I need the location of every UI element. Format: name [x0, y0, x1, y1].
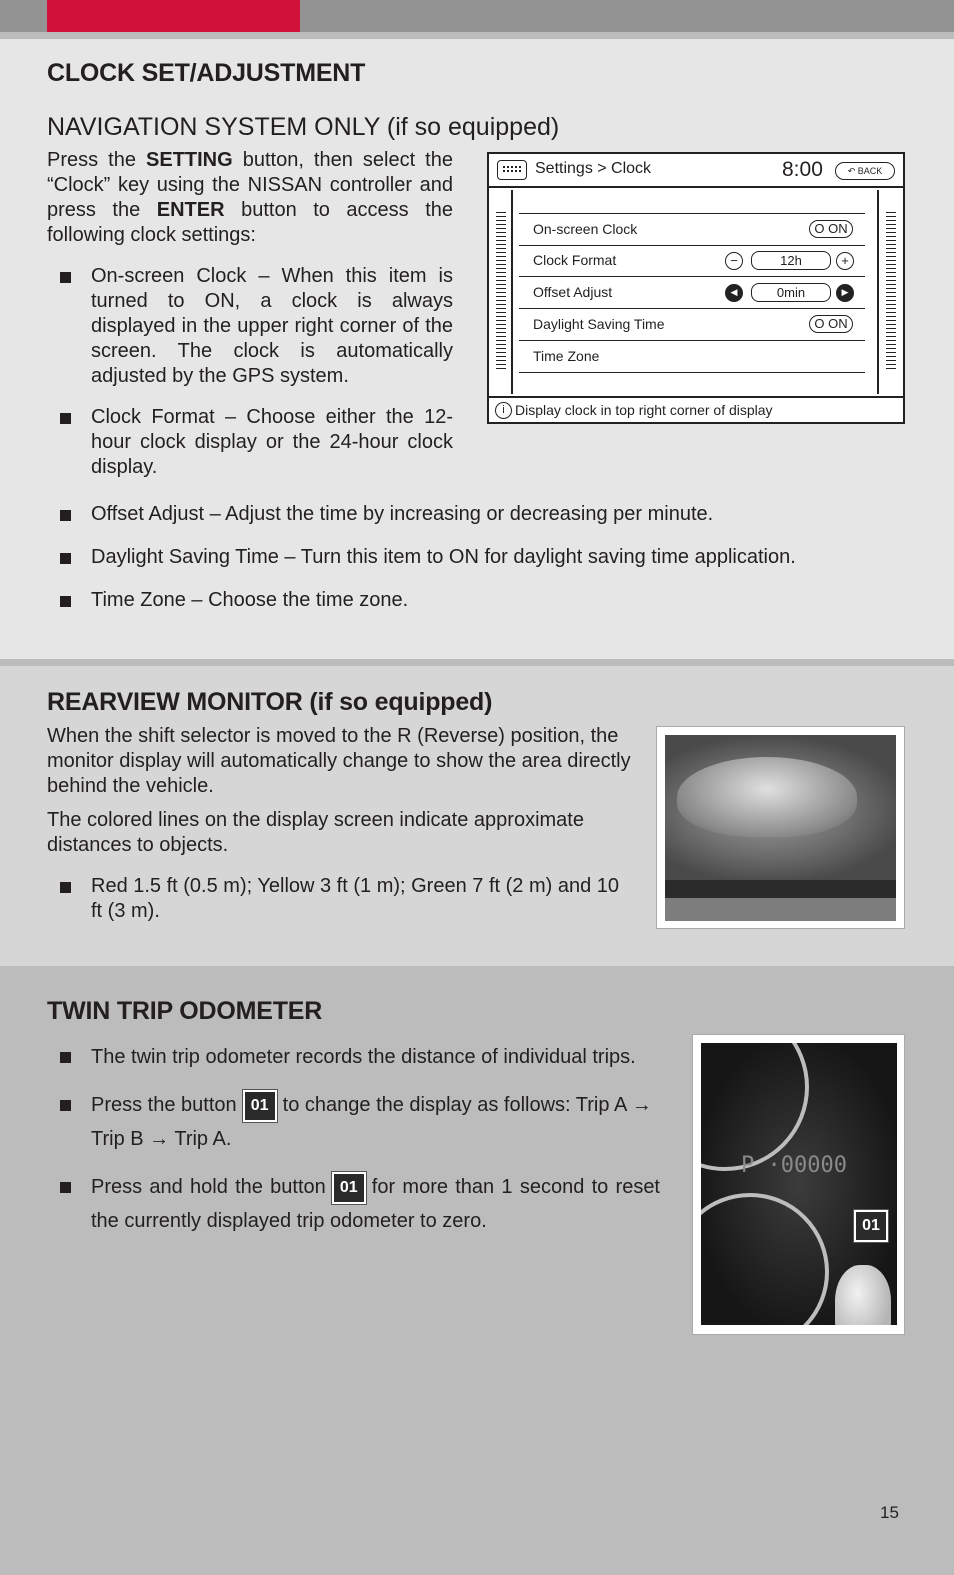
minus-icon[interactable]: −	[725, 252, 743, 270]
offset-value: 0min	[751, 283, 831, 302]
list-item: Daylight Saving Time – Turn this item to ON for daylight saving time application.	[60, 545, 920, 570]
section-tab-accent	[47, 0, 300, 32]
back-button[interactable]: ↶ BACK	[835, 162, 895, 180]
clock-settings-screen	[487, 152, 905, 424]
right-arc	[877, 190, 879, 394]
button-tag-01: 01	[332, 1172, 366, 1204]
odometer-photo	[692, 1034, 905, 1335]
clock-heading: CLOCK SET/ADJUSTMENT	[47, 59, 366, 87]
setting-row-time-zone[interactable]: Time Zone	[519, 341, 865, 373]
page-number: 15	[880, 1503, 899, 1522]
instrument-cluster-image	[701, 1043, 897, 1325]
list-item: Offset Adjust – Adjust the time by increasing or decreasing per minute.	[60, 502, 920, 527]
info-icon: i	[495, 402, 512, 419]
screen-header	[489, 154, 903, 188]
odometer-heading: TWIN TRIP ODOMETER	[47, 997, 323, 1025]
rearview-heading: REARVIEW MONITOR (if so equipped)	[47, 688, 493, 716]
list-item: Time Zone – Choose the time zone.	[60, 588, 920, 613]
rearview-para-2: The colored lines on the display screen indicate approximate distances to objects.	[47, 809, 584, 856]
screen-title: Settings > Clock	[535, 160, 652, 177]
rearview-para-1: When the shift selector is moved to the R (Reverse) position, the monitor display will automatically change to show the area directly behind the vehicle.	[47, 725, 631, 797]
footer-hint: Display clock in top right corner of display	[515, 402, 773, 418]
rearview-bullets	[60, 874, 630, 924]
setting-row-clock-format[interactable]: Clock Format − 12h +	[519, 245, 865, 277]
daylight-saving-toggle[interactable]: O ON	[809, 315, 853, 333]
rearview-photo	[656, 726, 905, 929]
left-arc	[511, 190, 513, 394]
vehicle-image	[677, 757, 857, 837]
setting-row-onscreen-clock[interactable]: On-screen Clock O ON	[519, 213, 865, 246]
clock-bullets-top	[60, 264, 453, 480]
odometer-display: P ·00000	[741, 1153, 847, 1178]
left-arrow-icon[interactable]: ◀	[725, 284, 743, 302]
clock-bullets-bottom	[60, 502, 920, 613]
list-item: Clock Format – Choose either the 12-hour clock display or the 24-hour clock display.	[60, 405, 453, 480]
odometer-section	[0, 973, 954, 1575]
button-tag-01: 01	[243, 1090, 277, 1122]
speedometer-dial	[701, 1043, 809, 1171]
screen-footer	[489, 396, 903, 424]
tachometer-dial	[701, 1193, 829, 1325]
list-item: Red 1.5 ft (0.5 m); Yellow 3 ft (1 m); Green 7 ft (2 m) and 10 ft (3 m).	[60, 874, 630, 924]
list-item: Press the button 01 to change the display as follows: Trip A → Trip B → Trip A.	[60, 1088, 660, 1156]
setting-row-daylight-saving[interactable]: Daylight Saving Time O ON	[519, 309, 865, 341]
rearview-camera-image	[665, 735, 896, 921]
clock-format-value: 12h	[751, 251, 831, 270]
scroll-scale	[886, 212, 896, 372]
odometer-bullets	[60, 1040, 660, 1238]
rearview-section	[0, 666, 954, 966]
list-item: Press and hold the button 01 for more than 1 second to reset the currently displayed trip odometer to zero.	[60, 1170, 660, 1238]
plus-icon[interactable]: +	[836, 252, 854, 270]
monitor-caption-strip	[665, 880, 896, 898]
top-bar	[0, 0, 954, 32]
setting-row-offset-adjust[interactable]: Offset Adjust ◀ 0min ▶	[519, 277, 865, 309]
clock-intro: Press the SETTING button, then select the “Clock” key using the NISSAN controller and press the ENTER button to access the following clock settings:	[47, 149, 453, 246]
onscreen-clock-toggle[interactable]: O ON	[809, 220, 853, 238]
list-item: On-screen Clock – When this item is turned to ON, a clock is always displayed in the upper right corner of the screen. The clock is automatically adjusted by the GPS system.	[60, 264, 453, 389]
finger-pressing-button	[835, 1265, 891, 1325]
enter-button-name: ENTER	[156, 199, 225, 221]
button-tag-01: 01	[854, 1210, 888, 1242]
list-item: The twin trip odometer records the distance of individual trips.	[60, 1040, 660, 1074]
screen-clock: 8:00	[782, 158, 823, 181]
keyboard-icon	[497, 160, 527, 180]
right-arrow-icon[interactable]: ▶	[836, 284, 854, 302]
left-scale	[496, 212, 506, 372]
clock-subheading: NAVIGATION SYSTEM ONLY (if so equipped)	[47, 113, 560, 141]
setting-button-name: SETTING	[146, 149, 233, 171]
ground-image	[665, 898, 896, 921]
